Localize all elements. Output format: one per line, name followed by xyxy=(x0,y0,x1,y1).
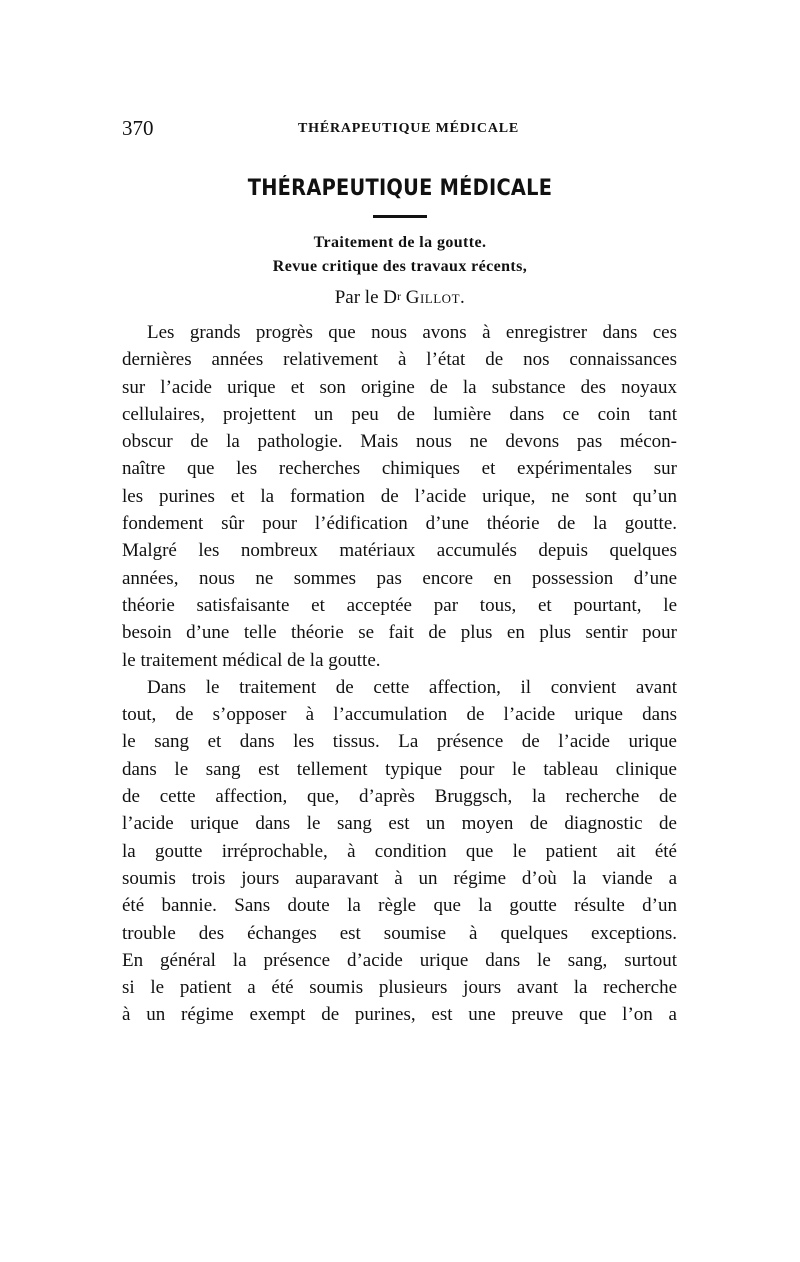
text-line: années, nous ne sommes pas encore en possession d’une xyxy=(122,567,677,589)
text-line: dernières années relativement à l’état de nos connaissances xyxy=(122,349,677,371)
article-subtitle: Traitement de la goutte. xyxy=(313,234,487,251)
text-line: les purines et la formation de l’acide urique, ne sont qu’un xyxy=(122,485,677,507)
article-body xyxy=(122,319,677,1029)
text-line: dans le sang est tellement typique pour le tableau clinique xyxy=(122,758,677,780)
text-line: Malgré les nombreux matériaux accumulés depuis quelques xyxy=(122,540,677,562)
running-title: THÉRAPEUTIQUE MÉDICALE xyxy=(298,121,520,136)
text-line: à un régime exempt de purines, est une preuve que l’on a xyxy=(122,1004,677,1026)
text-line: le traitement médical de la goutte. xyxy=(122,649,381,671)
text-line: Dans le traitement de cette affection, il convient avant xyxy=(147,676,677,698)
text-line: En général la présence d’acide urique dans le sang, surtout xyxy=(122,949,677,971)
author-name: Gillot. xyxy=(405,287,466,308)
text-line: fondement sûr pour l’édification d’une théorie de la goutte. xyxy=(122,513,677,535)
text-line: théorie satisfaisante et acceptée par tous, et pourtant, le xyxy=(122,594,677,616)
text-line: le sang et dans les tissus. La présence de l’acide urique xyxy=(122,731,677,753)
text-line: été bannie. Sans doute la règle que la goutte résulte d’un xyxy=(122,895,677,917)
text-line: besoin d’une telle théorie se fait de plus en plus sentir pour xyxy=(122,622,677,644)
text-line: tout, de s’opposer à l’accumulation de l’acide urique dans xyxy=(122,704,677,726)
text-line: naître que les recherches chimiques et expérimentales sur xyxy=(122,458,677,480)
running-header xyxy=(122,115,677,141)
paragraph xyxy=(122,319,677,674)
text-line: obscur de la pathologie. Mais nous ne devons pas mécon- xyxy=(122,431,677,453)
title-rule xyxy=(373,215,427,218)
text-line: sur l’acide urique et son origine de la substance des noyaux xyxy=(122,376,677,398)
author-title-superscript: r xyxy=(397,289,401,303)
author-line xyxy=(0,285,800,311)
paragraph xyxy=(122,674,677,1029)
text-line: soumis trois jours auparavant à un régime d’où la viande a xyxy=(122,867,677,889)
text-line: Les grands progrès que nous avons à enregistrer dans ces xyxy=(147,322,677,343)
text-line: si le patient a été soumis plusieurs jours avant la recherche xyxy=(122,977,677,999)
text-line: de cette affection, que, d’après Bruggsch, la recherche de xyxy=(122,786,677,808)
text-line: la goutte irréprochable, à condition que le patient ait été xyxy=(122,840,677,862)
text-line: l’acide urique dans le sang est un moyen de diagnostic de xyxy=(122,813,677,835)
text-line: cellulaires, projettent un peu de lumière dans ce coin tant xyxy=(122,403,677,425)
author-prefix: Par le D xyxy=(334,287,397,308)
article-subtitle-2: Revue critique des travaux récents, xyxy=(272,258,528,275)
page-number: 370 xyxy=(122,116,154,140)
article-title: THÉRAPEUTIQUE MÉDICALE xyxy=(247,176,553,201)
text-line: trouble des échanges est soumise à quelques exceptions. xyxy=(122,922,677,944)
